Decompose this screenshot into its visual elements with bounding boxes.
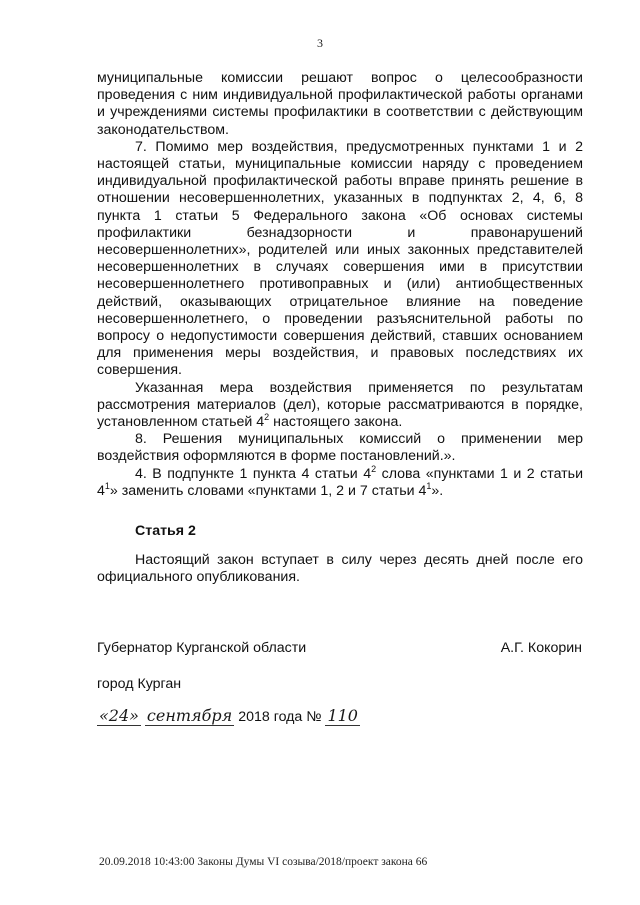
handwritten-month: сентября [146,706,233,725]
paragraph-item-4 [97,463,583,500]
close-quote: » [129,706,139,725]
day-value: 24 [108,706,130,725]
paragraph-measure-end: настоящего закона. [269,414,403,431]
paragraph-item-8: 8. Решения муниципальных комиссий о применении мер воздействия оформляются в форме постановлений.». [97,431,583,465]
paragraph-item-4-text: слова «пунктами 1 и 2 статьи 4 [97,465,583,499]
open-quote: « [99,706,109,725]
city: город Курган [97,676,182,692]
handwritten-number: 110 [327,706,358,725]
superscript: 1 [426,480,432,491]
paragraph-continuation: муниципальные комиссии решают вопрос о целесообразности проведения с ним индивидуальной профилактической работы органами и учреждениями системы профилактики в соответствии с действующим законодательством. [97,70,583,138]
handwritten-day [97,707,141,726]
paragraph-item-7: 7. Помимо мер воздействия, предусмотренных пунктами 1 и 2 настоящей статьи, муниципальные комиссии наряду с проведением индивидуальной профилактической работы вправе принять решение в отношении несовершеннолетних, указанных в подпунктах 2, 4, 6, 8 пункта 1 статьи 5 Федерального закона «Об основах системы профилактики безнадзорности и правонарушений несовершеннолетних», родителей или иных законных представителей несовершеннолетних в случаях совершения ими в присутствии несовершеннолетнего противоправных и (или) антиобщественных действий, оказывающих отрицательное влияние на поведение несовершеннолетнего, о проведении разъяснительной работы по вопросу о недопустимости совершения действий, ставших основанием для применения меры воздействия, и правовых последствиях их совершения. [97,138,583,379]
paragraph-measure-text: Указанная мера воздействия применяется по результатам рассмотрения материалов (дел), которые рассматриваются в порядке, установленном статьей 4 [97,379,583,431]
paragraph-item-4-text: ». [431,482,444,499]
signatory-name: А.Г. Кокорин [500,640,582,656]
year-text: 2018 года № [238,709,322,725]
date-line [97,707,360,731]
paragraph-item-4-text: » заменить словами «пунктами 1, 2 и 7 статьи 4 [109,482,427,499]
article-paragraph: Настоящий закон вступает в силу через десять дней после его официального опубликования. [97,552,583,586]
superscript: 2 [264,412,270,423]
page-number: 3 [317,36,323,50]
article-title: Статья 2 [135,523,196,539]
paragraph-item-4-text: 4. В подпункте 1 пункта 4 статьи 4 [135,465,372,482]
footer-path: 20.09.2018 10:43:00 Законы Думы VI созыва/2018/проект закона 66 [99,856,428,868]
paragraph-measure [97,380,583,432]
signatory-position: Губернатор Курганской области [97,640,307,656]
superscript: 2 [371,463,377,474]
superscript: 1 [104,480,110,491]
body-text [97,70,583,500]
article-text [97,552,583,586]
